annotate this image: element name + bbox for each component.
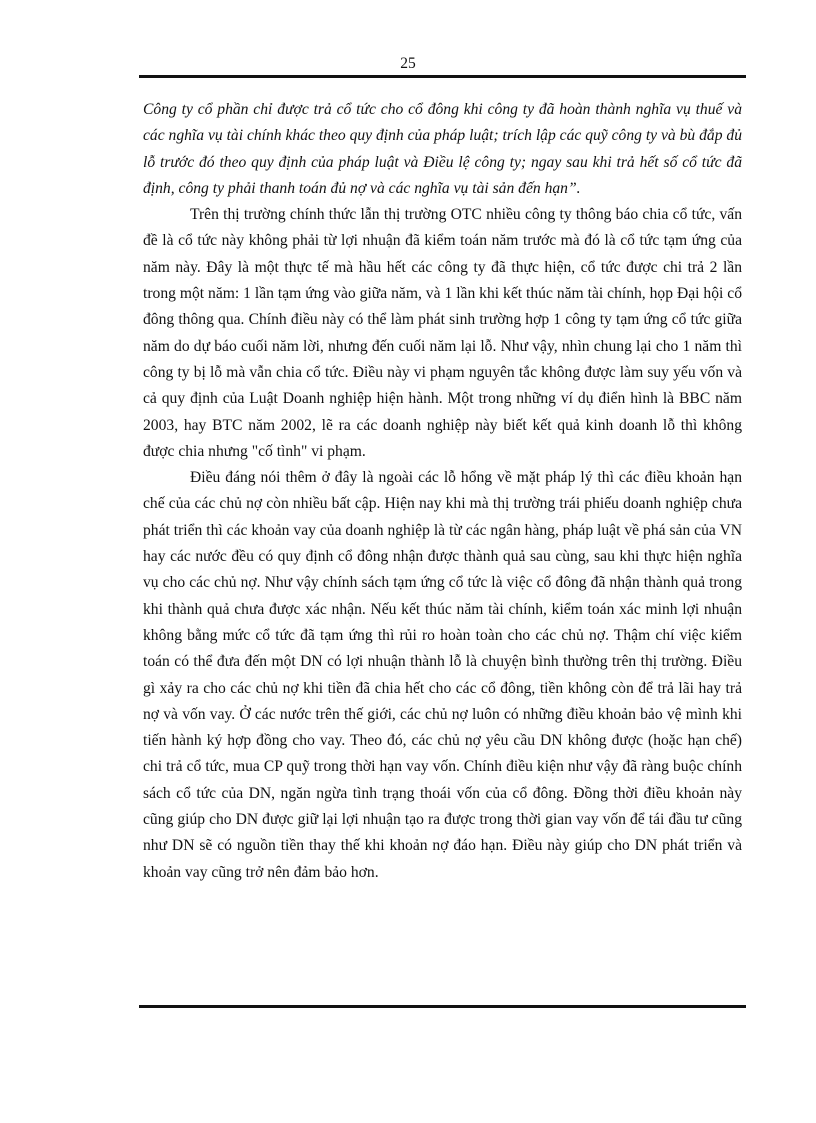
quoted-law-excerpt: Công ty cổ phần chỉ được trả cổ tức cho cổ đông khi công ty đã hoàn thành nghĩa vụ thuế và các nghĩa vụ tài chính khác theo quy định của pháp luật; trích lập các quỹ công ty và bù đắp đủ lỗ trước đó theo quy định của pháp luật và Điều lệ công ty; ngay sau khi trả hết số cổ tức đã định, công ty phải thanh toán đủ nợ và các nghĩa vụ tài sản đến hạn”. [143,101,742,197]
body-paragraph-1: Trên thị trường chính thức lẫn thị trường OTC nhiều công ty thông báo chia cổ tức, vấn đề là cổ tức này không phải từ lợi nhuận đã kiểm toán năm trước mà đó là cổ tức tạm ứng của năm này. Đây là một thực tế mà hầu hết các công ty đã thực hiện, cổ tức được chi trả 2 lần trong một năm: 1 lần tạm ứng vào giữa năm, và 1 lần khi kết thúc năm tài chính, họp Đại hội cổ đông thông qua. Chính điều này có thể làm phát sinh trường hợp 1 công ty tạm ứng cổ tức giữa năm do dự báo cuối năm lời, nhưng đến cuối năm lại lỗ. Như vậy, nhìn chung lại cho 1 năm thì công ty bị lỗ mà vẫn chia cổ tức. Điều này vi phạm nguyên tắc không được làm suy yếu vốn và cả quy định của Luật Doanh nghiệp hiện hành. Một trong những ví dụ điển hình là BBC năm 2003, hay BTC năm 2002, lẽ ra các doanh nghiệp này biết kết quả kinh doanh lỗ thì không được chia nhưng "cố tình" vi phạm. [143,206,742,460]
page-number: 25 [400,55,416,72]
header-rule [139,75,746,78]
footer-rule [139,1005,746,1008]
page-body [143,97,742,886]
body-paragraph-2: Điều đáng nói thêm ở đây là ngoài các lỗ hổng về mặt pháp lý thì các điều khoản hạn chế của các chủ nợ còn nhiều bất cập. Hiện nay khi mà thị trường trái phiếu doanh nghiệp chưa phát triển thì các khoản vay của doanh nghiệp là từ các ngân hàng, pháp luật về phá sản của VN hay các nước đều có quy định cổ đông nhận được thành quả sau cùng, sau khi thực hiện nghĩa vụ cho các chủ nợ. Như vậy chính sách tạm ứng cổ tức là việc cổ đông đã nhận thành quả trong khi thành quả chưa được xác nhận. Nếu kết thúc năm tài chính, kiểm toán xác minh lợi nhuận không bằng mức cổ tức đã tạm ứng thì rủi ro hoàn toàn cho các chủ nợ. Thậm chí việc kiểm toán có thể đưa đến một DN có lợi nhuận thành lỗ là chuyện bình thường trên thị trường. Điều gì xảy ra cho các chủ nợ khi tiền đã chia hết cho các cổ đông, tiền không còn để trả lãi hay trả nợ và vốn vay. Ở các nước trên thế giới, các chủ nợ luôn có những điều khoản bảo vệ mình khi tiến hành ký hợp đồng cho vay. Theo đó, các chủ nợ yêu cầu DN không được (hoặc hạn chế) chi trả cổ tức, mua CP quỹ trong thời hạn vay vốn. Chính điều kiện như vậy đã ràng buộc chính sách cổ tức của DN, ngăn ngừa tình trạng thoái vốn của cổ đông. Đồng thời điều khoản này cũng giúp cho DN được giữ lại lợi nhuận tạo ra được trong thời gian vay vốn để tái đầu tư cũng như DN sẽ có nguồn tiền thay thế khi khoản nợ đáo hạn. Điều này giúp cho DN phát triển và khoản vay cũng trở nên đảm bảo hơn. [143,469,742,881]
